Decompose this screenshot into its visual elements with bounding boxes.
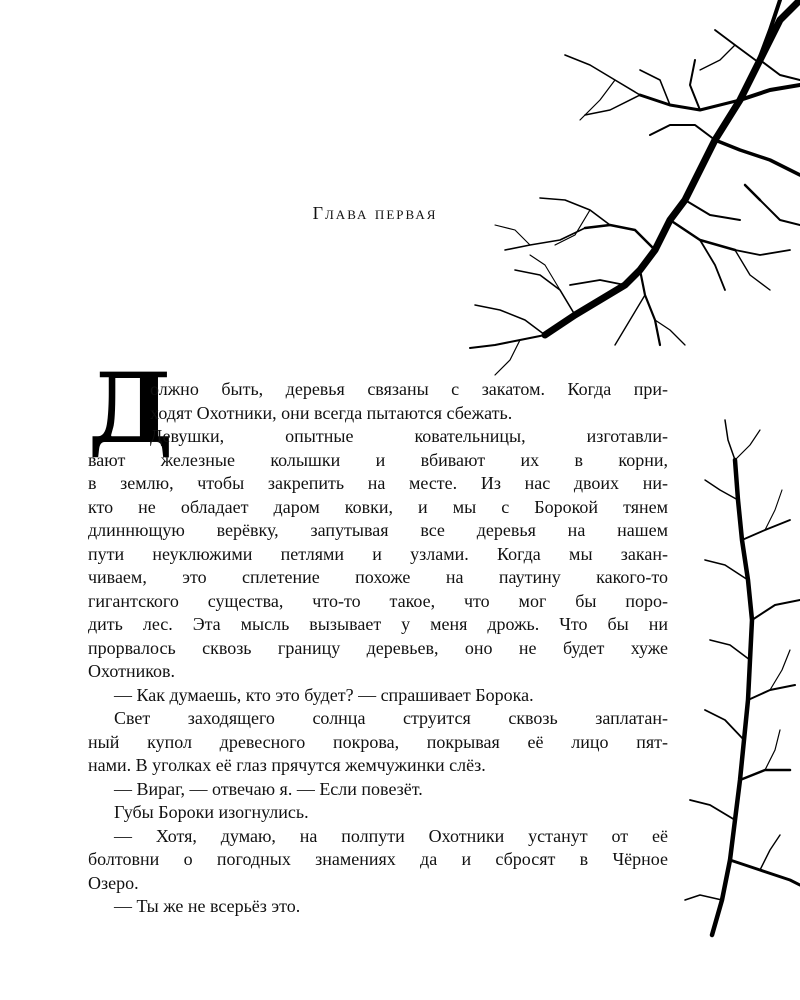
text-line: — Вираг, — отвечаю я. — Если повезёт. xyxy=(114,778,423,799)
text-line: пути неуклюжими петлями и узлами. Когда мы закан- xyxy=(88,543,668,564)
drop-cap: Д xyxy=(88,352,174,465)
text-line: Девушки, опытные ковательницы, изготавли- xyxy=(150,426,668,446)
text-line: гигантского существа, что-то такое, что мог бы поро- xyxy=(88,590,668,611)
text-line: — Хотя, думаю, на полпути Охотники устанут от её xyxy=(114,825,668,846)
text-line: нами. В уголках её глаз прячутся жемчужинки слёз. xyxy=(88,755,486,775)
text-line: Охотников. xyxy=(88,661,176,681)
text-line: в землю, чтобы закрепить на месте. Из нас двоих ни- xyxy=(88,473,668,493)
text-line: Губы Бороки изогнулись. xyxy=(114,802,309,822)
side-branch xyxy=(685,420,800,935)
text-line: длиннющую верёвку, запутывая все деревья на нашем xyxy=(88,520,668,540)
text-line: кто не обладает даром ковки, и мы с Борокой тянем xyxy=(88,496,668,517)
text-line: прорвалось сквозь границу деревьев, оно не будет хуже xyxy=(88,637,668,658)
text-line: болтовни о погодных знамениях да и сбросят в Чёрное xyxy=(88,849,668,869)
text-line: ходят Охотники, они всегда пытаются сбежать. xyxy=(150,402,513,423)
text-line: — Как думаешь, кто это будет? — спрашивает Борока. xyxy=(114,684,534,705)
text-line: олжно быть, деревья связаны с закатом. Когда при- xyxy=(150,379,668,399)
top-branch-cluster xyxy=(470,0,800,375)
chapter-body-text xyxy=(88,378,668,919)
text-line: вают железные колышки и вбивают их в корни, xyxy=(88,449,668,470)
text-line: дить лес. Эта мысль вызывает у меня дрожь. Что бы ни xyxy=(88,614,668,634)
text-line: Озеро. xyxy=(88,872,139,893)
text-line: чиваем, это сплетение похоже на паутину какого-то xyxy=(88,567,668,587)
text-line: ный купол древесного покрова, покрывая её лицо пят- xyxy=(88,731,668,752)
text-line: Свет заходящего солнца струится сквозь заплатан- xyxy=(114,708,668,728)
chapter-title: Глава первая xyxy=(312,203,438,223)
text-line: — Ты же не всерьёз это. xyxy=(114,896,301,916)
